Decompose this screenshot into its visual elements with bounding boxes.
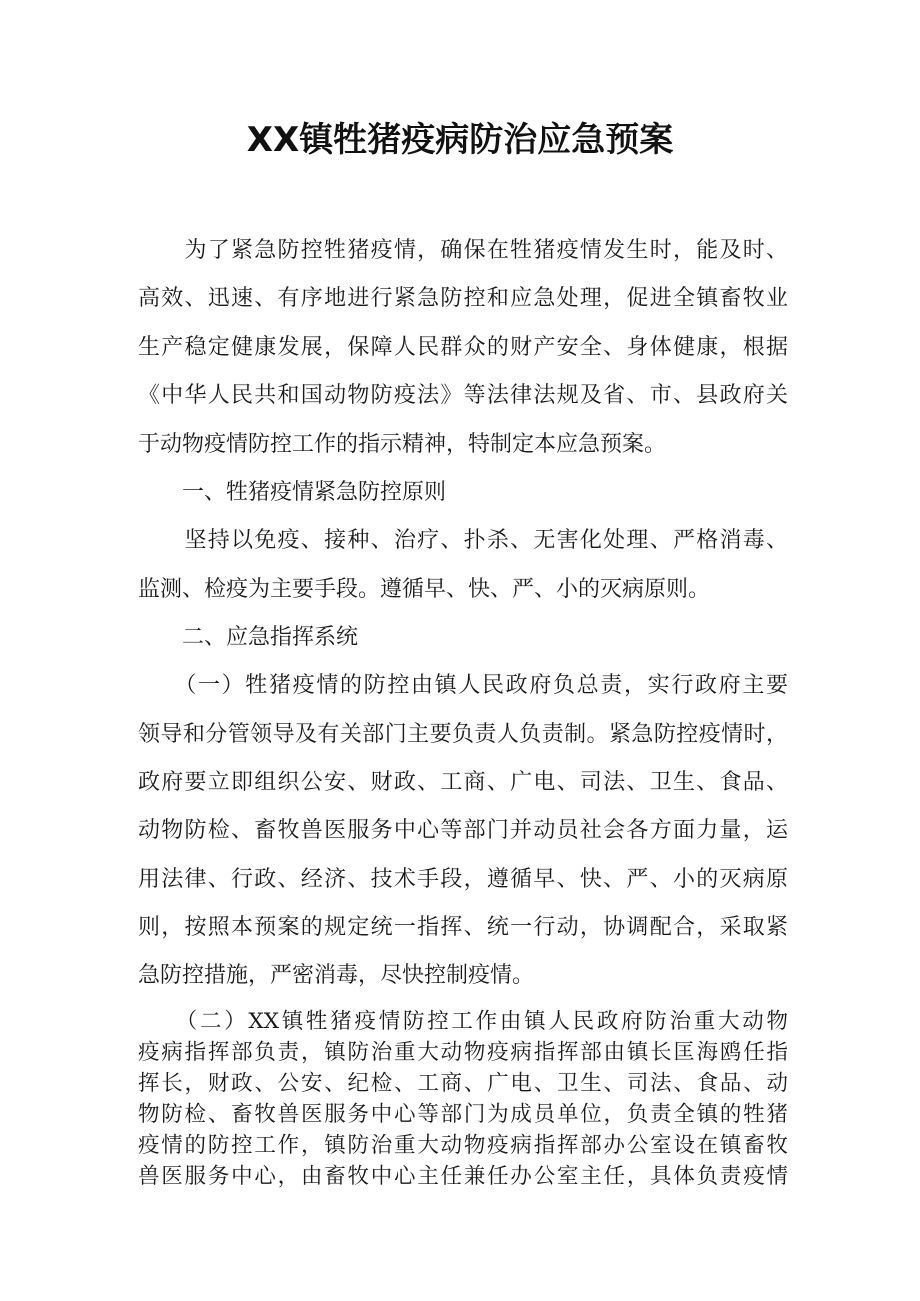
body-line: 兽医服务中心，由畜牧中心主任兼任办公室主任，具体负责疫情 [138,1164,788,1189]
body-line: 用法律、行政、经济、技术手段，遵循早、快、严、小的灭病原 [138,867,788,892]
body-line: 领导和分管领导及有关部门主要负责人负责制。紧急防控疫情时， [138,722,788,747]
body-line: 则，按照本预案的规定统一指挥、统一行动，协调配合，采取紧 [138,915,788,940]
document-title: XX镇牲猪疫病防治应急预案 [246,120,674,160]
body-line: 政府要立即组织公安、财政、工商、广电、司法、卫生、食品、 [138,770,788,795]
body-line: 为了紧急防控牲猪疫情，确保在牲猪疫情发生时，能及时、 [138,238,788,263]
body-line: 疫情的防控工作，镇防治重大动物疫病指挥部办公室设在镇畜牧 [138,1133,788,1158]
body-line: 动物防检、畜牧兽医服务中心等部门并动员社会各方面力量，运 [138,818,788,843]
body-line: 物防检、畜牧兽医服务中心等部门为成员单位，负责全镇的牲猪 [138,1102,788,1127]
body-line: 疫病指挥部负责，镇防治重大动物疫病指挥部由镇长匡海鸥任指 [138,1040,788,1065]
body-line: 高效、迅速、有序地进行紧急防控和应急处理，促进全镇畜牧业 [138,286,788,311]
body-line: 生产稳定健康发展，保障人民群众的财产安全、身体健康，根据 [138,335,788,360]
body-line: 监测、检疫为主要手段。遵循早、快、严、小的灭病原则。 [138,577,711,602]
body-line: 坚持以免疫、接种、治疗、扑杀、无害化处理、严格消毒、 [138,528,788,553]
body-line: 挥长，财政、公安、纪检、工商、广电、卫生、司法、食品、动 [138,1071,788,1096]
body-line: 《中华人民共和国动物防疫法》等法律法规及省、市、县政府关 [138,383,788,408]
body-line: 急防控措施，严密消毒，尽快控制疫情。 [138,963,535,988]
section-heading: 二、应急指挥系统 [138,625,359,650]
body-line: （二）XX镇牲猪疫情防控工作由镇人民政府防治重大动物 [138,1009,788,1034]
body-line: （一）牲猪疫情的防控由镇人民政府负总责，实行政府主要 [138,673,788,698]
section-heading: 一、牲猪疫情紧急防控原则 [138,480,447,505]
body-line: 于动物疫情防控工作的指示精神，特制定本应急预案。 [138,432,667,457]
